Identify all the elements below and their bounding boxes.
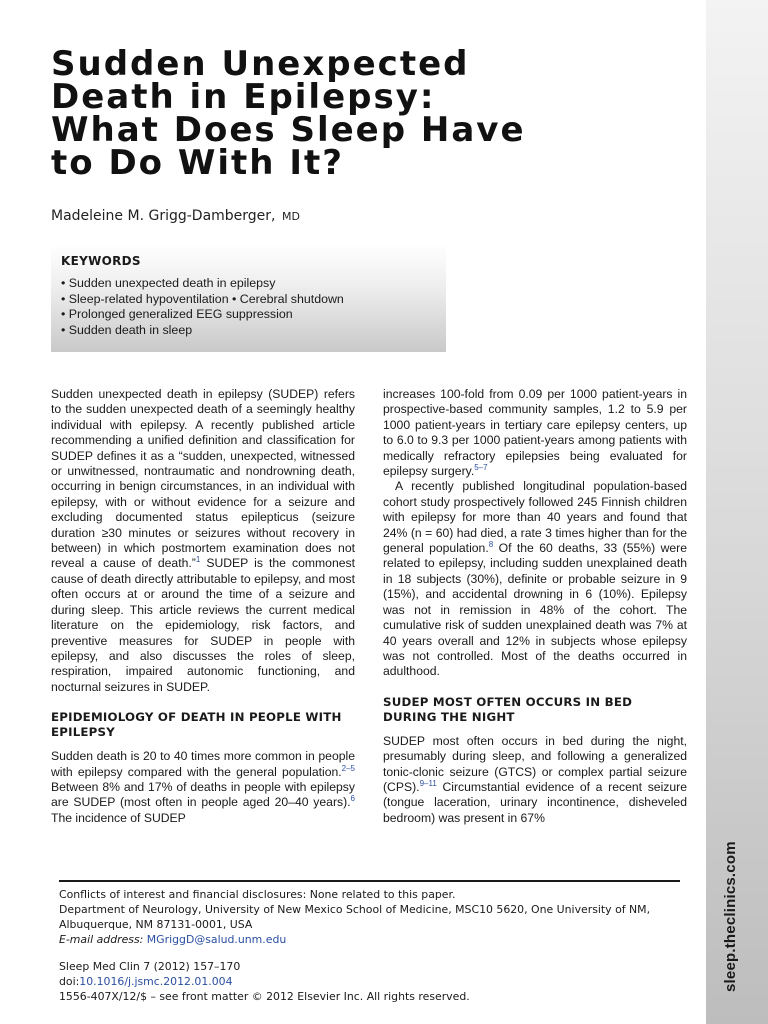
- email-link[interactable]: MGriggD@salud.unm.edu: [146, 933, 287, 946]
- section-heading: SUDEP MOST OFTEN OCCURS IN BED DURING THE NIGHT: [383, 694, 633, 724]
- keywords-box: [51, 244, 446, 352]
- email-line: [59, 932, 699, 947]
- title-line: What Does Sleep Have: [51, 110, 526, 150]
- title-line: to Do With It?: [51, 143, 344, 183]
- keyword-item: • Sudden unexpected death in epilepsy: [61, 276, 276, 290]
- reference-link[interactable]: 5–7: [474, 462, 488, 472]
- author-line: [51, 208, 300, 224]
- reference-link[interactable]: 8: [488, 540, 494, 549]
- conflicts-note: Conflicts of interest and financial disclosures: None related to this paper.: [59, 888, 456, 901]
- reference-link[interactable]: 2–5: [341, 763, 355, 773]
- section-heading: EPIDEMIOLOGY OF DEATH IN PEOPLE WITH EPILEPSY: [51, 710, 342, 740]
- reference-link[interactable]: 6: [350, 794, 355, 804]
- keywords-heading: KEYWORDS: [61, 254, 141, 268]
- paragraph-text: Sudden death is 20 to 40 times more common in people with epilepsy compared with the general population.: [51, 749, 355, 779]
- citation: Sleep Med Clin 7 (2012) 157–170: [59, 960, 241, 973]
- paragraph-text: Of the 60 deaths, 33 (55%) were related to epilepsy, including sudden unexplained death in 18 subjects (30%), definite or probable seizure in 9 (15%), and accidental drowning in 6 (10%). Epilepsy was not in remission in 48% of the cohort. The cumulative risk of sudden unexplained death was 7% at 40 years overall and 12% in subjects whose epilepsy was not controlled. Most of the deaths occurred in adulthood.: [383, 541, 687, 679]
- body-column-left: [51, 387, 355, 826]
- paragraph-text: The incidence of SUDEP: [51, 810, 186, 825]
- paragraph-text: Sudden unexpected death in epilepsy (SUDEP) refers to the sudden unexpected death of a seemingly healthy individual with epilepsy. A recently published article recommending a unified definition and classification for SUDEP defines it as a “sudden, unexpected, witnessed or unwitnessed, nontraumatic and nondrowning death, occurring in benign circumstances, in an individual with epilepsy, with or without evidence for a seizure and excluding documented status epilepticus (seizure duration ≥30 minutes or seizures without recovery in between) in which postmortem examination does not reveal a cause of death.”: [51, 387, 355, 571]
- keyword-item: • Prolonged generalized EEG suppression: [61, 307, 293, 321]
- body-column-right: [383, 387, 687, 826]
- reference-link[interactable]: 9–11: [419, 778, 437, 788]
- paragraph-text: increases 100-fold from 0.09 per 1000 patient-years in prospective-based community samples, 1.2 to 5.9 per 1000 patient-years in tertiary care epilepsy centers, up to 6.0 to 9.3 per 1000 patient-years among patients with medically refractory epilepsies being evaluated for epilepsy surgery.: [383, 387, 687, 479]
- doi-line: [59, 974, 699, 989]
- paragraph-text: A recently published longitudinal population-based cohort study prospectively followed 245 Finnish children with epilepsy for more than 40 years and found that 24% (n = 60) had died, a rate 3 times higher than for the general population.: [383, 479, 687, 556]
- paragraph: [383, 387, 687, 479]
- affiliation: Department of Neurology, University of New Mexico School of Medicine, MSC10 5620, One University of NM, Albuquerque, NM 87131-0001, USA: [59, 903, 651, 931]
- email-label: E-mail address:: [59, 933, 144, 946]
- keyword-item: • Sleep-related hypoventilation • Cerebral shutdown: [61, 291, 344, 306]
- paragraph: [383, 734, 687, 826]
- paragraph: [51, 749, 355, 826]
- paragraph: [51, 387, 355, 695]
- doi-label: doi:: [59, 975, 80, 988]
- paragraph-text: SUDEP most often occurs in bed during the night, presumably during sleep, and following a generalized tonic-clonic seizure (GTCS) or complex partial seizure (CPS).: [383, 733, 687, 794]
- article-footer: [59, 887, 699, 1004]
- keyword-item: • Sudden death in sleep: [61, 322, 193, 337]
- journal-url[interactable]: sleep.theclinics.com: [722, 841, 739, 992]
- doi-link[interactable]: 10.1016/j.jsmc.2012.01.004: [79, 975, 233, 988]
- author-name: Madeleine M. Grigg-Damberger,: [51, 208, 276, 224]
- title-line: Sudden Unexpected: [51, 44, 470, 84]
- paragraph: [383, 479, 687, 679]
- footer-divider: [59, 880, 680, 882]
- paragraph-text: Circumstantial evidence of a recent seizure (tongue laceration, urinary incontinence, disheveled bedroom) was present in 67%: [383, 779, 687, 825]
- paragraph-text: Between 8% and 17% of deaths in people with epilepsy are SUDEP (most often in people aged 20–40 years).: [51, 779, 355, 810]
- article-title: [51, 44, 611, 183]
- title-line: Death in Epilepsy:: [51, 77, 436, 117]
- copyright: 1556-407X/12/$ – see front matter © 2012 Elsevier Inc. All rights reserved.: [59, 990, 470, 1003]
- author-degree: MD: [281, 210, 300, 223]
- paragraph-text: SUDEP is the commonest cause of death directly attributable to epilepsy, and most often occurs at or around the time of a seizure and during sleep. This article reviews the current medical literature on the epidemiology, risk factors, and preventive measures for SUDEP in people with epilepsy, and also discusses the roles of sleep, respiration, impaired autonomic functioning, and nocturnal seizures in SUDEP.: [51, 556, 355, 694]
- reference-link[interactable]: 1: [195, 555, 201, 565]
